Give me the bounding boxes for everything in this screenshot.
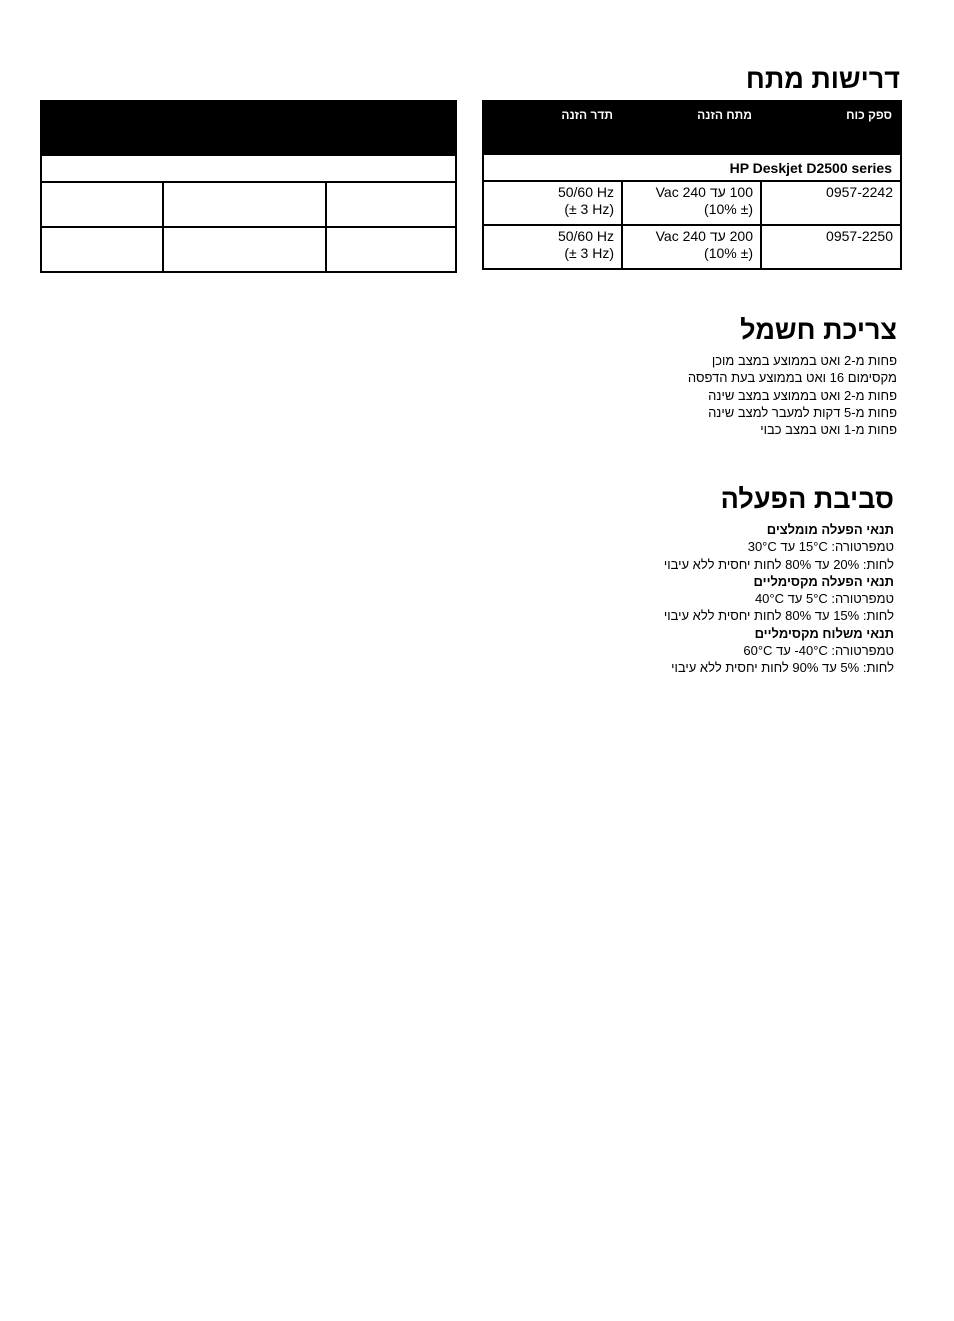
subheading: תנאי הפעלה מומלצים [766, 522, 894, 537]
frequency-cell: 50/60 Hz (± 3 Hz) [483, 181, 622, 225]
column-header-voltage: מתח הזנה [622, 101, 761, 154]
column-header-psu: ספק כוח [761, 101, 901, 154]
list-item: טמפרטורה: 5°C עד 40°C [754, 591, 894, 607]
voltage-cell: 200 עד 240 Vac (± 10%) [622, 225, 761, 269]
blank-table [40, 100, 457, 273]
psu-cell: 0957-2242 [761, 181, 901, 225]
power-requirements-table [482, 100, 902, 270]
list-item: פחות מ-2 ואט בממוצע במצב שינה [708, 387, 897, 403]
list-item: מקסימום 16 ואט בממוצע בעת הדפסה [687, 370, 897, 386]
list-item: לחות: 20% עד 80% לחות יחסית ללא עיבוי [663, 556, 894, 572]
list-item: לחות: 15% עד 80% לחות יחסית ללא עיבוי [663, 608, 894, 624]
list-item: פחות מ-5 דקות למעבר למצב שינה [708, 404, 897, 420]
blank-table-row [41, 227, 456, 272]
blank-table-series-cell [41, 155, 456, 182]
list-item: פחות מ-2 ואט בממוצע במצב מוכן [711, 353, 897, 368]
psu-cell: 0957-2250 [761, 225, 901, 269]
blank-cell [163, 227, 326, 272]
table-header-row [483, 101, 901, 154]
list-item: טמפרטורה: 15°C עד 30°C [747, 539, 894, 555]
list-item: פחות מ-1 ואט במצב כבוי [760, 422, 897, 438]
list-item: טמפרטורה: ‎-40°C‏ עד 60°C [743, 643, 894, 659]
blank-cell [326, 182, 456, 227]
voltage-cell: 100 עד 240 Vac (± 10%) [622, 181, 761, 225]
table-row [483, 181, 901, 225]
operating-environment-heading: סביבת הפעלה [720, 484, 894, 514]
subheading: תנאי משלוח מקסימליים [754, 625, 894, 641]
power-consumption-heading: צריכת חשמל [740, 315, 897, 345]
blank-table-header-row [41, 101, 456, 155]
series-name: HP Deskjet D2500 series [483, 154, 901, 181]
operating-environment-list [664, 521, 894, 677]
power-consumption-list [688, 352, 897, 438]
blank-table-header [41, 101, 456, 155]
power-requirements-heading: דרישות מתח [745, 64, 900, 94]
subheading: תנאי הפעלה מקסימליים [753, 573, 894, 589]
blank-table-series-row [41, 155, 456, 182]
table-row [483, 225, 901, 269]
blank-cell [41, 227, 163, 272]
series-row [483, 154, 901, 181]
blank-cell [326, 227, 456, 272]
blank-table-row [41, 182, 456, 227]
blank-cell [163, 182, 326, 227]
column-header-frequency: תדר הזנה [483, 101, 622, 154]
list-item: לחות: 5% עד 90% לחות יחסית ללא עיבוי [671, 660, 894, 676]
frequency-cell: 50/60 Hz (± 3 Hz) [483, 225, 622, 269]
blank-cell [41, 182, 163, 227]
